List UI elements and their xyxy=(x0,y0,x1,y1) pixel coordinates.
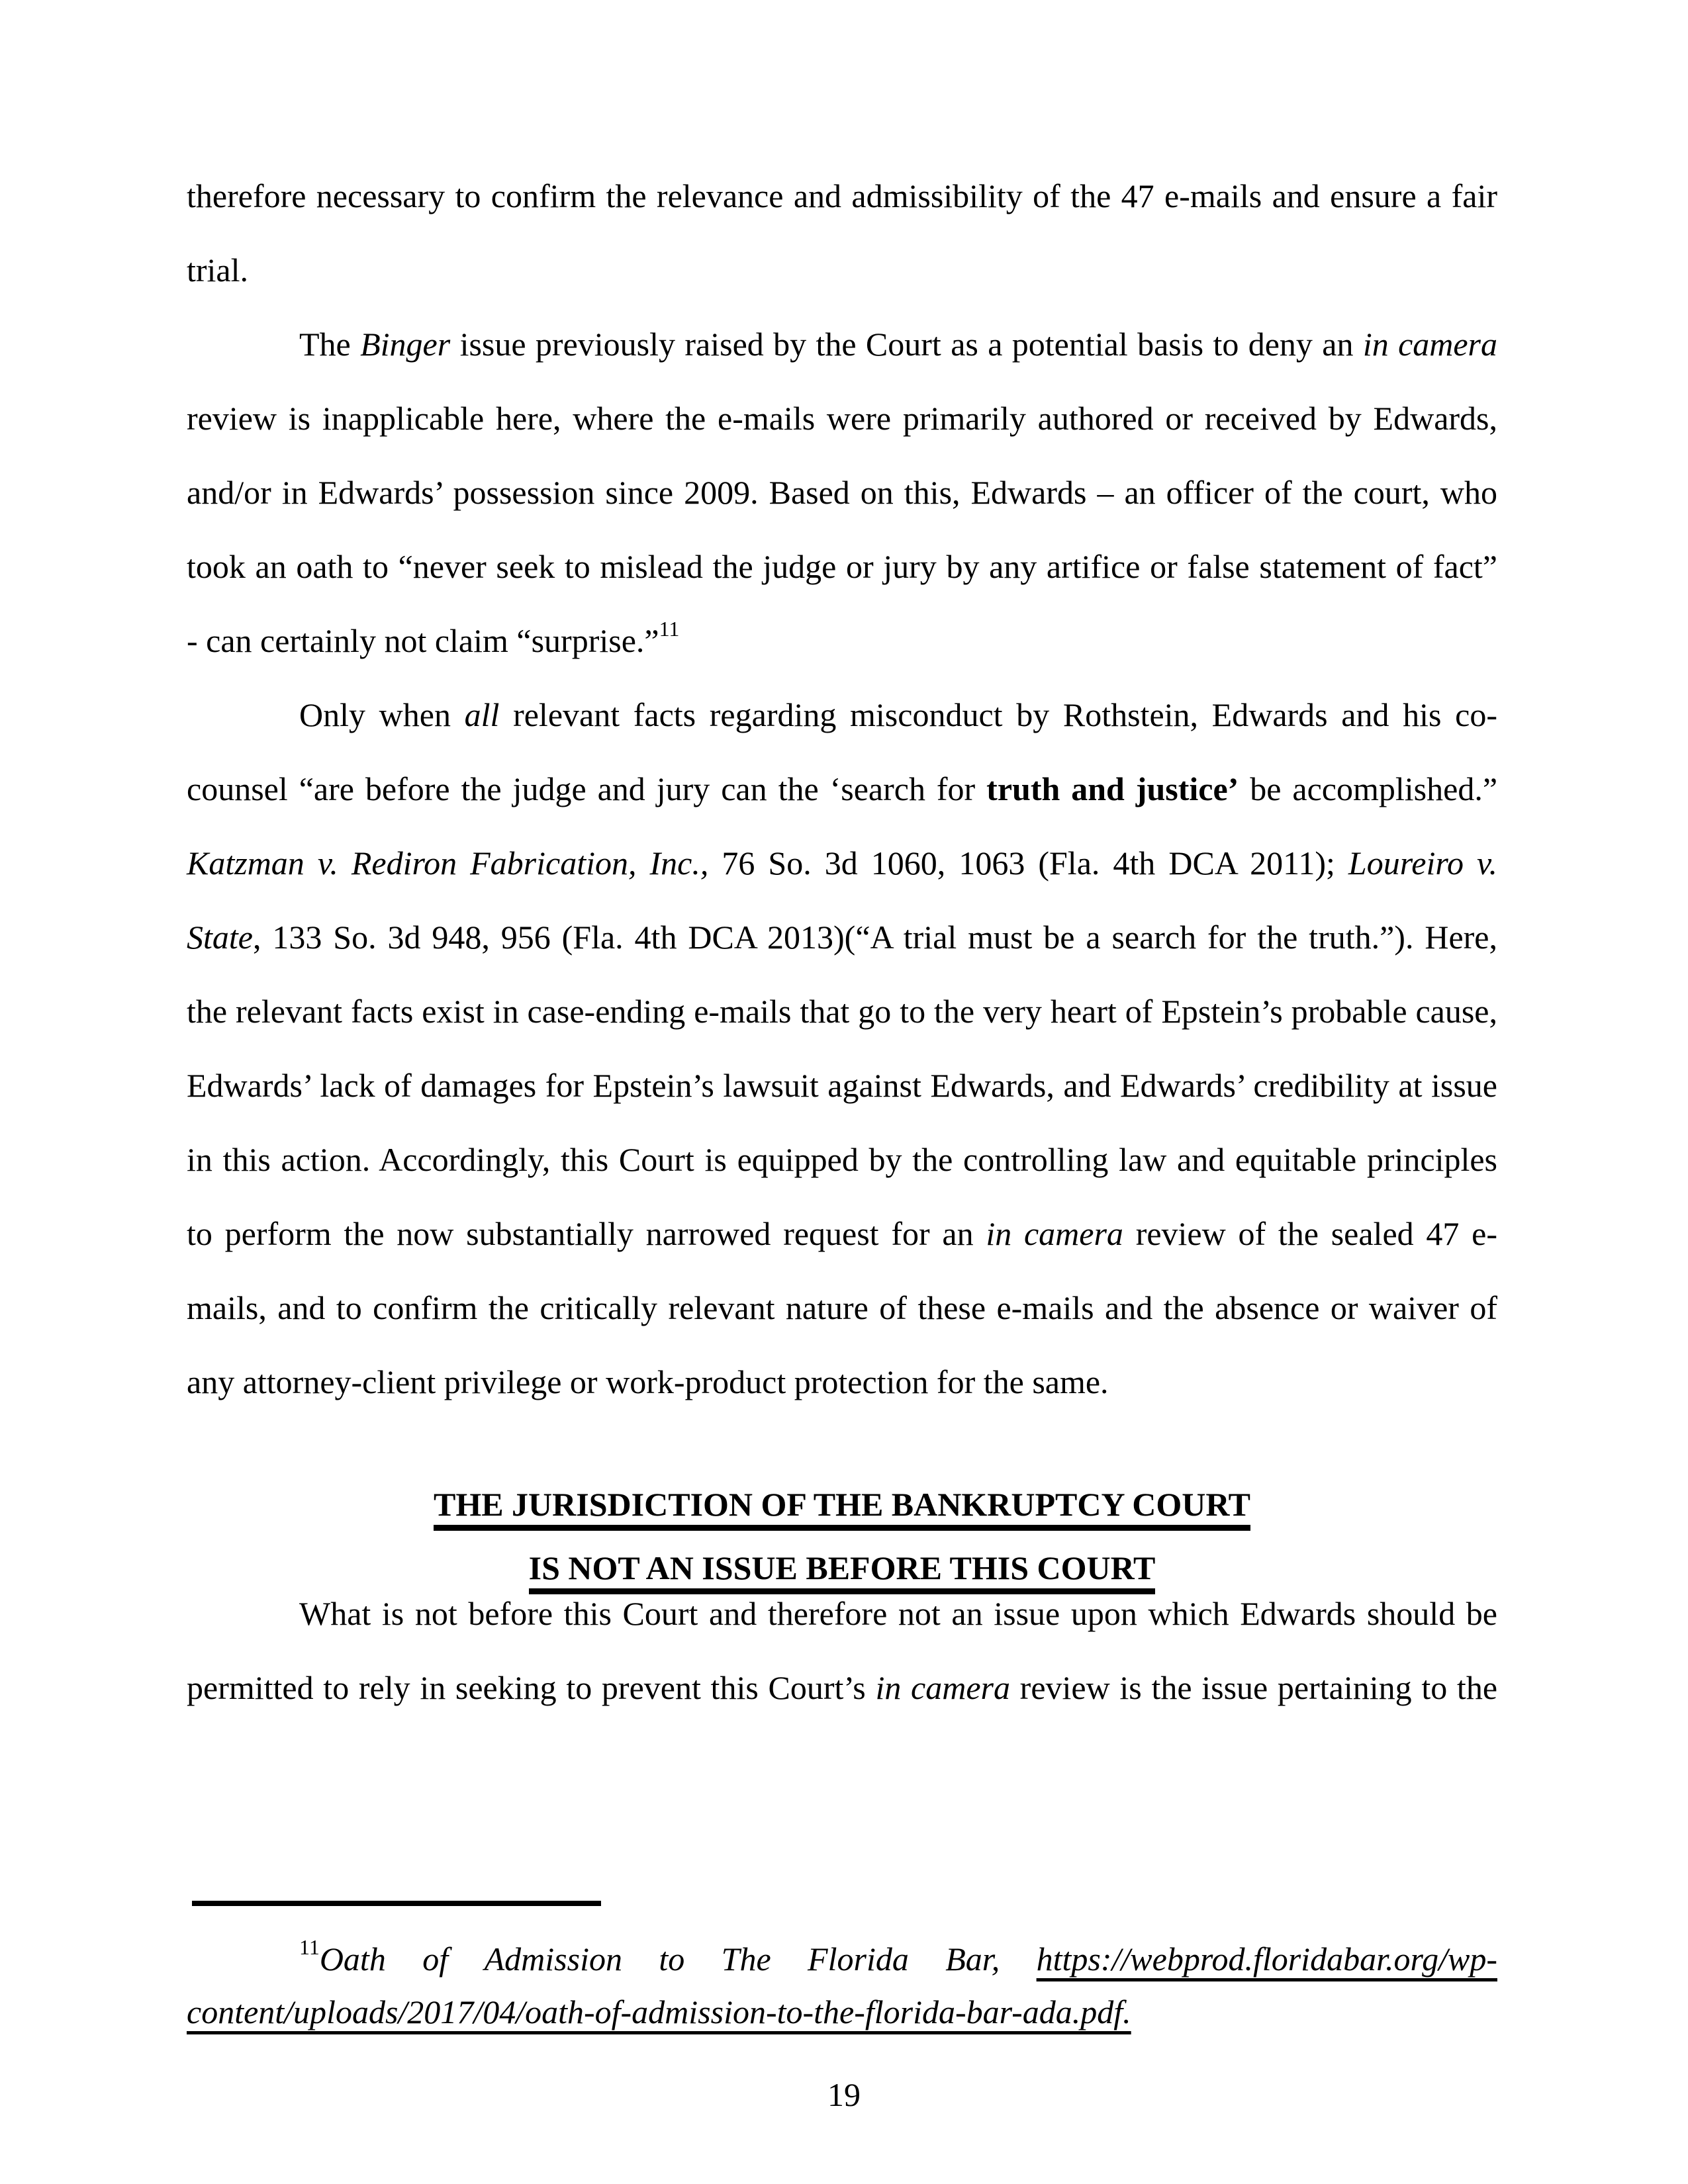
text-line xyxy=(187,900,1497,974)
text-line xyxy=(187,1271,1497,1345)
text-line xyxy=(187,159,1497,233)
text-line xyxy=(187,307,1497,381)
text-run: therefore necessary to confirm the relevance and admissibility of the 47 e-mails and ensure a fair xyxy=(187,177,1497,214)
text-run: The xyxy=(299,326,361,363)
text-run: to perform the now substantially narrowed request for an xyxy=(187,1215,986,1252)
text-run: , 133 So. 3d 948, 956 (Fla. 4th DCA 2013)(“A trial must be a search for the truth.”). Here, xyxy=(252,919,1497,956)
text-run: THE JURISDICTION OF THE BANKRUPTCY COURT xyxy=(434,1486,1250,1531)
body-text-continued xyxy=(187,1576,1497,1725)
text-run: IS NOT AN ISSUE BEFORE THIS COURT xyxy=(529,1549,1156,1594)
text-run: counsel “are before the judge and jury can the ‘search for xyxy=(187,770,987,807)
text-run: mails, and to confirm the critically relevant nature of these e-mails and the absence or waiver of xyxy=(187,1289,1497,1326)
text-run: Binger xyxy=(360,326,451,363)
text-line xyxy=(187,1197,1497,1271)
text-run: any attorney-client privilege or work-product protection for the same. xyxy=(187,1363,1109,1400)
text-run: relevant facts regarding misconduct by Rothstein, Edwards and his co- xyxy=(499,696,1497,733)
text-run: What is not before this Court and therefore not an issue upon which Edwards should be xyxy=(299,1595,1497,1632)
text-run: in camera xyxy=(1362,326,1498,363)
text-line xyxy=(187,529,1497,604)
page-number: 19 xyxy=(827,2076,861,2113)
footnote xyxy=(187,1933,1497,2038)
text-line xyxy=(187,455,1497,529)
text-line xyxy=(187,678,1497,752)
footnote-reference: 11 xyxy=(659,617,680,641)
text-run: Edwards’ lack of damages for Epstein’s lawsuit against Edwards, and Edwards’ credibility at issue xyxy=(187,1067,1497,1104)
text-run: Only when xyxy=(299,696,465,733)
text-run: permitted to rely in seeking to prevent this Court’s xyxy=(187,1669,876,1706)
text-run: truth and justice’ xyxy=(986,770,1239,807)
footnote-url-link[interactable]: https://webprod.floridabar.org/wp- xyxy=(1036,1940,1497,1978)
text-run: in camera xyxy=(986,1215,1123,1252)
text-run: trial. xyxy=(187,251,249,289)
footnote-separator xyxy=(192,1901,601,1906)
footnote-url-link[interactable]: content/uploads/2017/04/oath-of-admission-to-the-florida-bar-ada.pdf. xyxy=(187,1993,1131,2030)
text-run: review is the issue pertaining to the xyxy=(1009,1669,1498,1706)
text-line xyxy=(187,1345,1497,1419)
footnote-line xyxy=(187,1985,1497,2038)
text-run: - can certainly not claim “surprise.” xyxy=(187,622,659,659)
text-run: State xyxy=(187,919,253,956)
text-line xyxy=(187,826,1497,900)
text-run: 76 So. 3d 1060, 1063 (Fla. 4th DCA 2011); xyxy=(708,844,1348,882)
text-line xyxy=(187,1048,1497,1122)
text-run: Oath of Admission to The Florida Bar, xyxy=(319,1940,1037,1978)
text-line xyxy=(187,1122,1497,1197)
text-line xyxy=(187,604,1497,678)
text-line xyxy=(187,1651,1497,1725)
text-run: Loureiro v. xyxy=(1348,844,1497,882)
text-run: be accomplished.” xyxy=(1239,770,1498,807)
text-run: in camera xyxy=(875,1669,1010,1706)
text-run: the relevant facts exist in case-ending e-mails that go to the very heart of Epstein’s probable cause, xyxy=(187,993,1497,1030)
text-run: took an oath to “never seek to mislead the judge or jury by any artifice or false statement of fact” xyxy=(187,548,1497,585)
text-run: and/or in Edwards’ possession since 2009. Based on this, Edwards – an officer of the court, who xyxy=(187,474,1497,511)
footnote-number: 11 xyxy=(299,1935,320,1959)
text-run: in this action. Accordingly, this Court is equipped by the controlling law and equitable principles xyxy=(187,1141,1497,1178)
text-run: all xyxy=(464,696,500,733)
text-line xyxy=(187,974,1497,1048)
text-line xyxy=(187,752,1497,826)
text-run: review is inapplicable here, where the e-mails were primarily authored or received by Edwards, xyxy=(187,400,1497,437)
footnote-line xyxy=(187,1933,1497,1985)
text-run: Katzman v. Rediron Fabrication, Inc., xyxy=(187,844,709,882)
text-line xyxy=(187,381,1497,455)
text-run: review of the sealed 47 e- xyxy=(1123,1215,1497,1252)
body-text xyxy=(187,159,1497,1419)
text-run: issue previously raised by the Court as a potential basis to deny an xyxy=(450,326,1363,363)
text-line xyxy=(187,233,1497,307)
text-line xyxy=(187,1576,1497,1651)
heading-line xyxy=(187,1473,1497,1536)
